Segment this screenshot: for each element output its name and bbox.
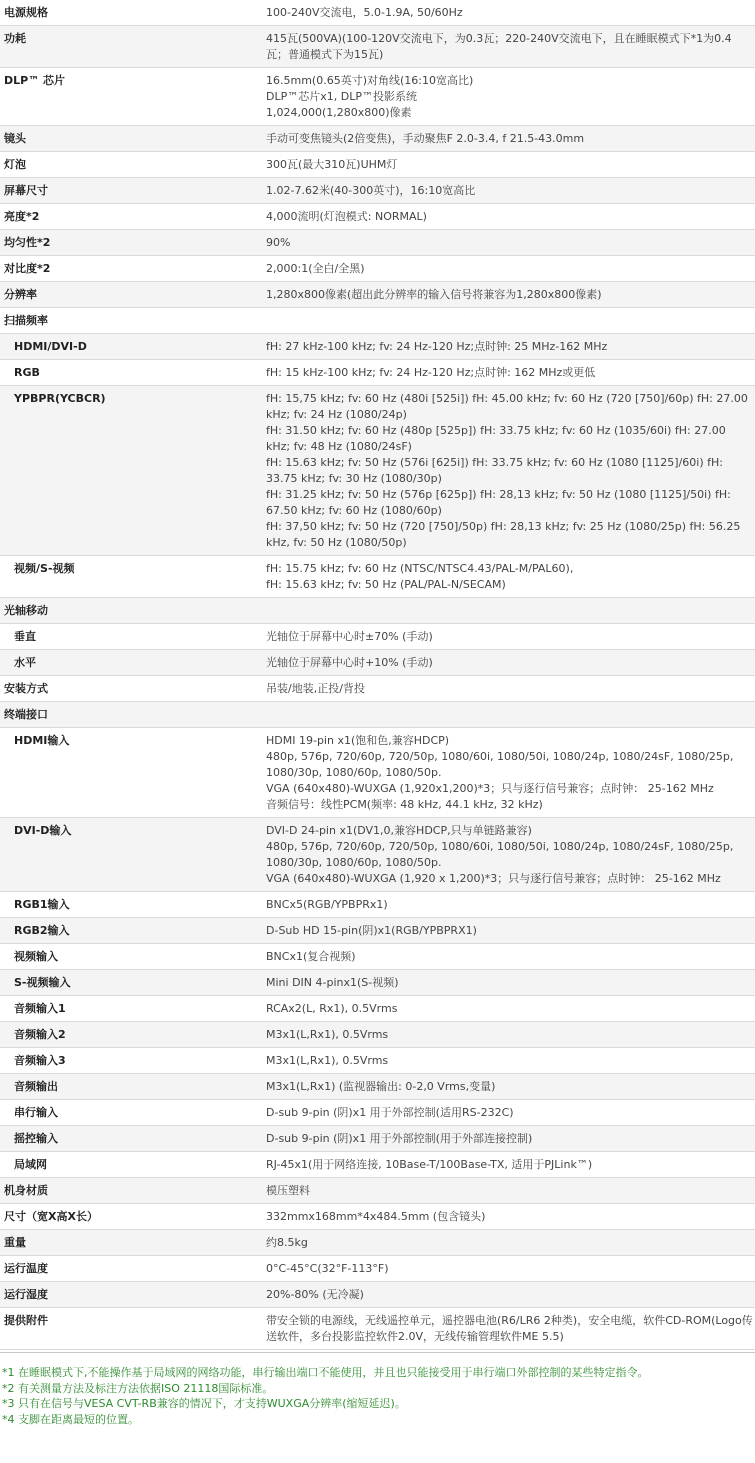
spec-value-line: D-Sub HD 15-pin(阴)x1(RGB/YPBPRX1) <box>266 924 477 937</box>
spec-row <box>0 126 755 152</box>
spec-value-line: VGA (640x480)-WUXGA (1,920 x 1,200)*3；只与逐行信号兼容；点时钟： 25-162 MHz <box>266 872 721 885</box>
spec-row <box>0 624 755 650</box>
spec-value <box>260 892 755 918</box>
spec-value-line: D-sub 9-pin (阴)x1 用于外部控制(用于外部连接控制) <box>266 1132 533 1145</box>
spec-label: RGB1输入 <box>0 892 260 918</box>
spec-label: 尺寸（宽X高X长） <box>0 1204 260 1230</box>
spec-value-line: 1,280x800像素(超出此分辨率的输入信号将兼容为1,280x800像素) <box>266 288 602 301</box>
spec-label: 局域网 <box>0 1152 260 1178</box>
spec-value <box>260 282 755 308</box>
spec-value <box>260 970 755 996</box>
spec-value-line: 手动可变焦镜头(2倍变焦)，手动聚焦F 2.0-3.4, f 21.5-43.0mm <box>266 132 585 145</box>
spec-value <box>260 624 755 650</box>
spec-value-line: fH: 15.75 kHz; fv: 60 Hz (NTSC/NTSC4.43/PAL-M/PAL60), <box>266 562 574 575</box>
spec-row <box>0 334 755 360</box>
spec-label: 安装方式 <box>0 676 260 702</box>
spec-label: 屏幕尺寸 <box>0 178 260 204</box>
spec-value-line: fH: 31.25 kHz; fv: 50 Hz (576p [625p]) fH: 28,13 kHz; fv: 50 Hz (1080 [1125]/50i) fH: 67.50 kHz; fv: 60 Hz (1080/60p) <box>266 488 731 517</box>
spec-row <box>0 1256 755 1282</box>
spec-value-line: 415瓦(500VA)(100-120V交流电下，为0.3瓦；220-240V交流电下，且在睡眠模式下*1为0.4瓦；普通模式下为15瓦) <box>266 32 732 61</box>
spec-row <box>0 1048 755 1074</box>
spec-row <box>0 944 755 970</box>
spec-label: 镜头 <box>0 126 260 152</box>
spec-value <box>260 256 755 282</box>
spec-value <box>260 152 755 178</box>
footnote: *1 在睡眠模式下,不能操作基于局域网的网络功能，串行输出端口不能使用，并且也只能接受用于串行端口外部控制的某些特定指令。 <box>2 1366 649 1379</box>
spec-row <box>0 556 755 598</box>
spec-label: 功耗 <box>0 26 260 68</box>
spec-value-line: 4,000流明(灯泡模式: NORMAL) <box>266 210 427 223</box>
spec-value <box>260 1152 755 1178</box>
spec-row <box>0 676 755 702</box>
spec-row <box>0 230 755 256</box>
spec-value <box>260 556 755 598</box>
spec-value-line: fH: 27 kHz-100 kHz; fv: 24 Hz-120 Hz;点时钟: 25 MHz-162 MHz <box>266 340 608 353</box>
spec-label: 扫描频率 <box>0 308 260 334</box>
spec-value-line: 100-240V交流电，5.0-1.9A, 50/60Hz <box>266 6 463 19</box>
spec-value <box>260 598 755 624</box>
footnote: *3 只有在信号与VESA CVT-RB兼容的情况下，才支持WUXGA分辨率(缩短延迟)。 <box>2 1397 406 1410</box>
spec-value-line: 约8.5kg <box>266 1236 308 1249</box>
spec-value-line: 光轴位于屏幕中心时±70% (手动) <box>266 630 433 643</box>
spec-value-line: 模压塑料 <box>266 1184 310 1197</box>
spec-value-line: fH: 15.63 kHz; fv: 50 Hz (PAL/PAL-N/SECAM) <box>266 578 506 591</box>
spec-row <box>0 26 755 68</box>
spec-value <box>260 1022 755 1048</box>
spec-value-line: 吊装/地装,正投/背投 <box>266 682 365 695</box>
spec-value-line: BNCx1(复合视频) <box>266 950 356 963</box>
spec-row <box>0 0 755 26</box>
spec-row <box>0 1282 755 1308</box>
spec-value-line: D-sub 9-pin (阴)x1 用于外部控制(适用RS-232C) <box>266 1106 514 1119</box>
spec-value-line: fH: 31.50 kHz; fv: 60 Hz (480p [525p]) fH: 33.75 kHz; fv: 60 Hz (1035/60i) fH: 27.00 kHz; fv: 48 Hz (1080/24sF) <box>266 424 726 453</box>
spec-label: 视频/S-视频 <box>0 556 260 598</box>
spec-label: 运行湿度 <box>0 1282 260 1308</box>
spec-label: 终端接口 <box>0 702 260 728</box>
spec-value-line: fH: 15.63 kHz; fv: 50 Hz (576i [625i]) fH: 33.75 kHz; fv: 60 Hz (1080 [1125]/60i) fH: 33.75 kHz; fv: 30 Hz (1080/30p) <box>266 456 723 485</box>
spec-label: 视频输入 <box>0 944 260 970</box>
spec-value-line: M3x1(L,Rx1), 0.5Vrms <box>266 1028 389 1041</box>
spec-value <box>260 728 755 818</box>
spec-value-line: 90% <box>266 236 291 249</box>
spec-value <box>260 944 755 970</box>
spec-label: S-视频输入 <box>0 970 260 996</box>
spec-label: 音频输入2 <box>0 1022 260 1048</box>
spec-value-line: 20%-80% (无冷凝) <box>266 1288 364 1301</box>
spec-label: YPBPR(YCBCR) <box>0 386 260 556</box>
spec-value-line: fH: 15,75 kHz; fv: 60 Hz (480i [525i]) fH: 45.00 kHz; fv: 60 Hz (720 [750]/60p) fH: 27.00 kHz; fv: 24 Hz (1080/24p) <box>266 392 748 421</box>
spec-value <box>260 360 755 386</box>
spec-row <box>0 650 755 676</box>
spec-row <box>0 204 755 230</box>
footnote: *4 支脚在距离最短的位置。 <box>2 1412 139 1426</box>
spec-value-line: RJ-45x1(用于网络连接, 10Base-T/100Base-TX, 适用于PJLink™) <box>266 1158 593 1171</box>
spec-label: DLP™ 芯片 <box>0 68 260 126</box>
spec-label: 电源规格 <box>0 0 260 26</box>
spec-label: 对比度*2 <box>0 256 260 282</box>
footnotes <box>0 1352 755 1427</box>
spec-row <box>0 1204 755 1230</box>
spec-value <box>260 126 755 152</box>
spec-label: HDMI/DVI-D <box>0 334 260 360</box>
spec-row <box>0 996 755 1022</box>
spec-value-line: M3x1(L,Rx1) (监视器输出: 0-2,0 Vrms,变量) <box>266 1080 496 1093</box>
spec-label: HDMI输入 <box>0 728 260 818</box>
spec-value <box>260 204 755 230</box>
spec-value-line: 光轴位于屏幕中心时+10% (手动) <box>266 656 433 669</box>
spec-label: 音频输入3 <box>0 1048 260 1074</box>
spec-value-line: 480p, 576p, 720/60p, 720/50p, 1080/60i, 1080/50i, 1080/24p, 1080/24sF, 1080/25p, 1080/30p, 1080/60p, 1080/50p. <box>266 840 734 869</box>
spec-value <box>260 1048 755 1074</box>
spec-value-line: HDMI 19-pin x1(饱和色,兼容HDCP) <box>266 734 450 747</box>
spec-row <box>0 178 755 204</box>
spec-value <box>260 1126 755 1152</box>
spec-label: 均匀性*2 <box>0 230 260 256</box>
spec-value <box>260 702 755 728</box>
spec-row <box>0 256 755 282</box>
spec-label: 光轴移动 <box>0 598 260 624</box>
spec-value <box>260 230 755 256</box>
spec-value <box>260 0 755 26</box>
spec-value-line: 2,000:1(全白/全黑) <box>266 262 365 275</box>
spec-label: DVI-D输入 <box>0 818 260 892</box>
spec-row <box>0 1152 755 1178</box>
spec-value <box>260 1256 755 1282</box>
spec-value <box>260 1178 755 1204</box>
spec-label: 垂直 <box>0 624 260 650</box>
spec-value <box>260 650 755 676</box>
spec-label: 运行温度 <box>0 1256 260 1282</box>
spec-value <box>260 178 755 204</box>
spec-row <box>0 1126 755 1152</box>
spec-value <box>260 918 755 944</box>
spec-value-line: RCAx2(L, Rx1), 0.5Vrms <box>266 1002 398 1015</box>
spec-row <box>0 1074 755 1100</box>
spec-value-line: 音频信号：线性PCM(频率: 48 kHz, 44.1 kHz, 32 kHz) <box>266 798 543 811</box>
spec-row <box>0 598 755 624</box>
spec-value <box>260 1100 755 1126</box>
spec-value <box>260 1230 755 1256</box>
spec-row <box>0 970 755 996</box>
spec-row <box>0 1100 755 1126</box>
spec-label: 重量 <box>0 1230 260 1256</box>
spec-row <box>0 1178 755 1204</box>
spec-label: 摇控输入 <box>0 1126 260 1152</box>
spec-row <box>0 360 755 386</box>
spec-label: 亮度*2 <box>0 204 260 230</box>
spec-row <box>0 702 755 728</box>
spec-value-line: DLP™芯片x1, DLP™投影系统 <box>266 90 417 103</box>
spec-value <box>260 308 755 334</box>
spec-row <box>0 1308 755 1350</box>
spec-value <box>260 68 755 126</box>
spec-value-line: 332mmx168mm*4x484.5mm (包含镜头) <box>266 1210 486 1223</box>
spec-value <box>260 996 755 1022</box>
spec-row <box>0 386 755 556</box>
spec-value <box>260 26 755 68</box>
spec-value-line: DVI-D 24-pin x1(DV1,0,兼容HDCP,只与单链路兼容) <box>266 824 532 837</box>
spec-value <box>260 1074 755 1100</box>
spec-row <box>0 728 755 818</box>
spec-value <box>260 1282 755 1308</box>
spec-row <box>0 1022 755 1048</box>
spec-value-line: 0°C-45°C(32°F-113°F) <box>266 1262 389 1275</box>
spec-label: 机身材质 <box>0 1178 260 1204</box>
spec-value-line: 480p, 576p, 720/60p, 720/50p, 1080/60i, 1080/50i, 1080/24p, 1080/24sF, 1080/25p, 1080/30p, 1080/60p, 1080/50p. <box>266 750 734 779</box>
spec-label: 灯泡 <box>0 152 260 178</box>
spec-row <box>0 282 755 308</box>
spec-value-line: fH: 15 kHz-100 kHz; fv: 24 Hz-120 Hz;点时钟: 162 MHz或更低 <box>266 366 596 379</box>
spec-row <box>0 152 755 178</box>
spec-row <box>0 68 755 126</box>
spec-value <box>260 386 755 556</box>
spec-label: RGB <box>0 360 260 386</box>
spec-value-line: fH: 37,50 kHz; fv: 50 Hz (720 [750]/50p) fH: 28,13 kHz; fv: 25 Hz (1080/25p) fH: 56.25 kHz, fv: 50 Hz (1080/50p) <box>266 520 741 549</box>
spec-value-line: VGA (640x480)-WUXGA (1,920x1,200)*3；只与逐行信号兼容；点时钟： 25-162 MHz <box>266 782 714 795</box>
spec-row <box>0 308 755 334</box>
spec-value <box>260 818 755 892</box>
spec-value-line: Mini DIN 4-pinx1(S-视频) <box>266 976 399 989</box>
spec-label: 音频输入1 <box>0 996 260 1022</box>
spec-value-line: BNCx5(RGB/YPBPRx1) <box>266 898 388 911</box>
footnote: *2 有关测量方法及标注方法依据ISO 21118国际标准。 <box>2 1381 274 1395</box>
spec-label: 分辨率 <box>0 282 260 308</box>
spec-row <box>0 892 755 918</box>
spec-value-line: 300瓦(最大310瓦)UHM灯 <box>266 158 398 171</box>
spec-row <box>0 1230 755 1256</box>
spec-row <box>0 818 755 892</box>
spec-label: 提供附件 <box>0 1308 260 1350</box>
spec-label: 音频输出 <box>0 1074 260 1100</box>
spec-value-line: 带安全锁的电源线，无线遥控单元，遥控器电池(R6/LR6 2种类)，安全电缆，软件CD-ROM(Logo传送软件，多台投影监控软件2.0V，无线传输管理软件ME 5.5) <box>266 1314 753 1343</box>
spec-value-line: 1.02-7.62米(40-300英寸)，16:10宽高比 <box>266 184 476 197</box>
spec-label: 水平 <box>0 650 260 676</box>
spec-value-line: M3x1(L,Rx1), 0.5Vrms <box>266 1054 389 1067</box>
spec-label: 串行输入 <box>0 1100 260 1126</box>
spec-value <box>260 334 755 360</box>
spec-label: RGB2输入 <box>0 918 260 944</box>
spec-value-line: 16.5mm(0.65英寸)对角线(16:10宽高比) <box>266 74 474 87</box>
spec-value <box>260 676 755 702</box>
spec-value <box>260 1204 755 1230</box>
spec-row <box>0 918 755 944</box>
spec-value <box>260 1308 755 1350</box>
spec-value-line: 1,024,000(1,280x800)像素 <box>266 106 412 119</box>
